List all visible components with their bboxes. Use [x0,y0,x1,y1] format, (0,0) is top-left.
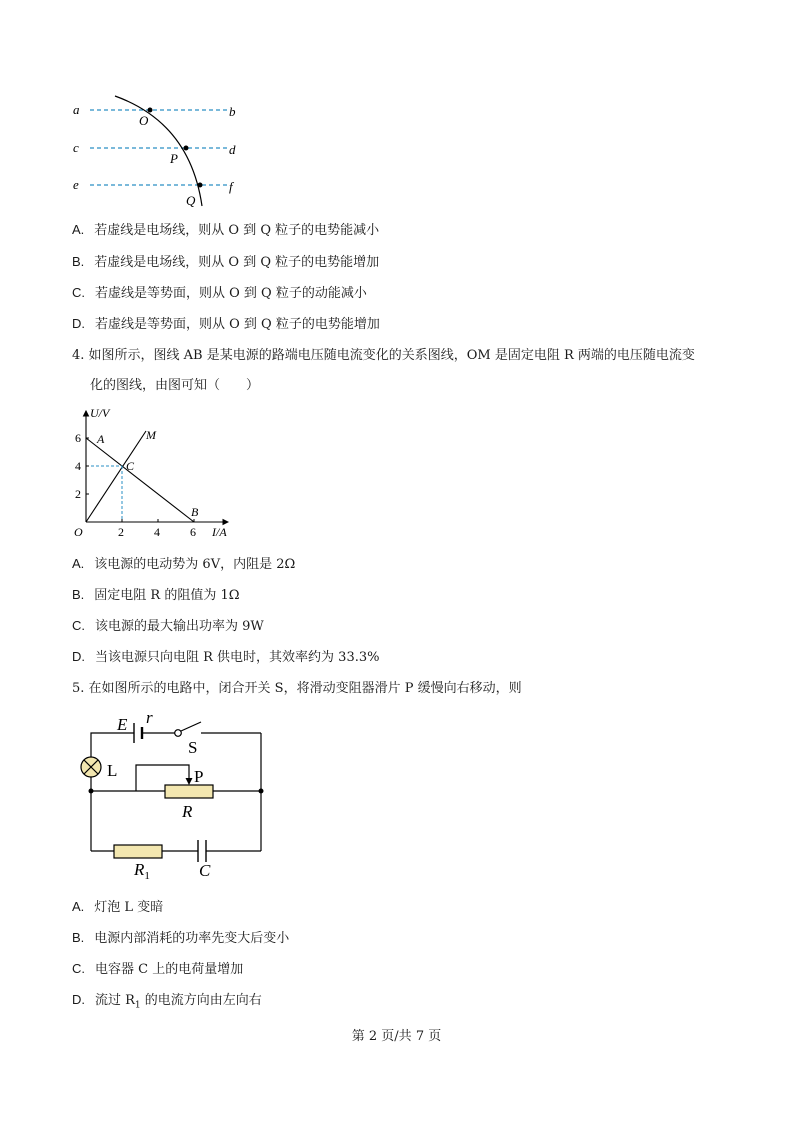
circuit-diagram [72,706,272,886]
label-O: O [139,113,149,128]
ui-graph [70,403,240,543]
q3-option-b[interactable]: B. 若虚线是电场线，则从 O 到 Q 粒子的电势能增加 [72,254,380,270]
point-A-label: A [97,432,105,446]
q5-option-c[interactable]: C. 电容器 C 上的电荷量增加 [72,961,244,977]
q4-option-c[interactable]: C. 该电源的最大输出功率为 9W [72,618,264,634]
point-P [184,146,189,151]
q4-stem-line1: 4. 如图所示，图线 AB 是某电源的路端电压随电流变化的关系图线，OM 是固定电阻 R 两端的电压随电流变 [72,348,695,363]
switch-pivot [175,730,182,737]
slider-arrowhead [186,778,193,785]
point-B-label: B [191,505,199,519]
label-R: R [182,802,193,821]
q4-option-a[interactable]: A. 该电源的电动势为 6V，内阻是 2Ω [72,556,296,572]
particle-trajectory [115,96,202,206]
q5-stem: 5. 在如图所示的电路中，闭合开关 S，将滑动变阻器滑片 P 缓慢向右移动，则 [72,681,522,696]
x-axis-label: I/A [212,525,227,539]
x-tick-2: 2 [118,525,124,539]
y-axis-label: U/V [90,406,110,420]
q5-option-b[interactable]: B. 电源内部消耗的功率先变大后变小 [72,930,290,946]
label-d: d [229,142,236,157]
label-r: r [146,708,153,727]
origin-label: O [74,525,83,539]
q3-option-a[interactable]: A. 若虚线是电场线，则从 O 到 Q 粒子的电势能减小 [72,222,380,238]
label-L: L [107,761,118,780]
switch-blade[interactable] [181,722,201,731]
label-e: e [73,177,79,192]
field-lines-figure [60,88,260,213]
label-Q: Q [186,193,196,208]
line-AB [86,438,194,522]
label-a: a [73,102,80,117]
point-M-label: M [146,428,156,442]
label-P: P [170,151,178,166]
page-footer: 第 2 页/共 7 页 [351,1029,442,1044]
label-R1: $R_1$ [134,860,150,882]
x-tick-4: 4 [154,525,160,539]
rheostat-R [165,785,213,798]
y-tick-6: 6 [75,431,81,445]
point-C-label: C [126,459,135,473]
label-c: c [73,140,79,155]
point-O [148,108,153,113]
label-S: S [188,738,198,757]
label-b: b [229,104,236,119]
q3-option-d[interactable]: D. 若虚线是等势面，则从 O 到 Q 粒子的电势能增加 [72,316,380,332]
y-tick-4: 4 [75,459,81,473]
label-P: P [194,767,204,786]
q4-option-b[interactable]: B. 固定电阻 R 的阻值为 1Ω [72,587,240,603]
q4-stem-line2: 化的图线，由图可知（ ） [90,378,260,393]
label-f: f [229,179,233,194]
q4-option-d[interactable]: D. 当该电源只向电阻 R 供电时，其效率约为 33.3% [72,649,380,665]
q3-option-c[interactable]: C. 若虚线是等势面，则从 O 到 Q 粒子的动能减小 [72,285,367,301]
x-tick-6: 6 [190,525,196,539]
y-tick-2: 2 [75,487,81,501]
resistor-R1 [114,845,162,858]
q5-option-a[interactable]: A. 灯泡 L 变暗 [72,899,164,915]
point-Q [198,183,203,188]
q5-option-d[interactable]: D. 流过 $R_1$ 的电流方向由左向右 [72,992,262,1011]
label-E: E [117,715,128,734]
label-C: C [199,861,211,880]
